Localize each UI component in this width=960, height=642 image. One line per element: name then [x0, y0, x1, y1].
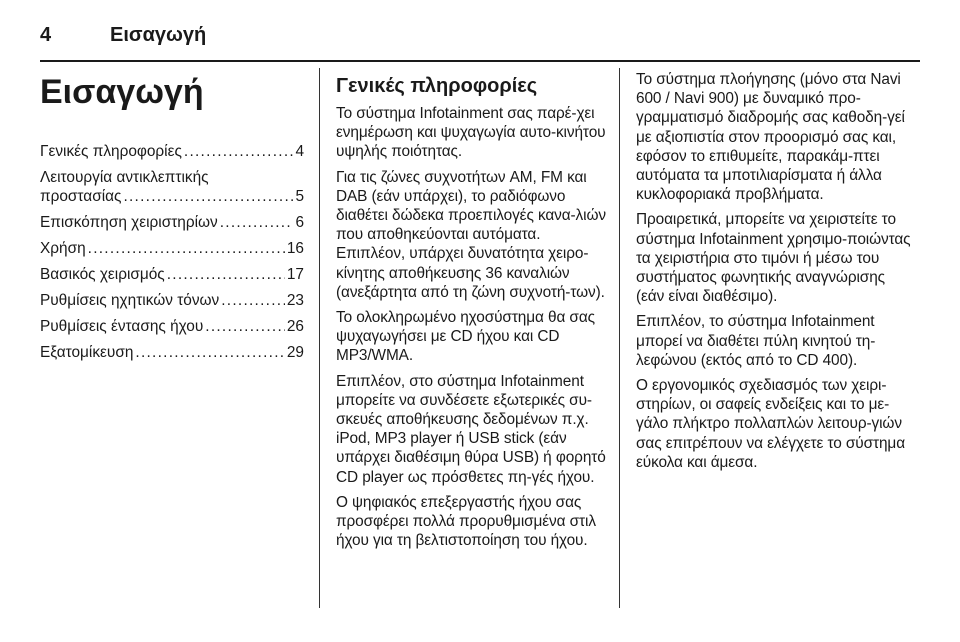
toc-entry-volume-settings[interactable]	[40, 317, 304, 336]
body-paragraph: Το σύστημα Infotainment σας παρέ-χει ενημέρωση και ψυχαγωγία αυτο-κινήτου υψηλής ποιότητας.	[336, 105, 606, 161]
toc-entry-tone-settings[interactable]	[40, 291, 304, 310]
page-number: 4	[40, 23, 52, 46]
toc-entry-text: Επισκόπηση χειριστηρίων	[40, 214, 218, 231]
toc-entry-page: 23	[286, 292, 304, 309]
column-divider-1	[319, 68, 320, 608]
toc-entry-text: Εξατομίκευση	[40, 344, 134, 361]
section-title: Γενικές πληροφορίες	[336, 75, 538, 97]
toc-column	[40, 70, 304, 369]
body-paragraph: Για τις ζώνες συχνοτήτων AM, FM και DAB (εάν υπάρχει), το ραδιόφωνο διαθέτει δώδεκα προεπιλογές κανα-λιών που αποθηκεύονται αυτόματα. Επιπλέον, υπάρχει δυνατότητα χειρο-κίνητης αποθήκευσης 36 καναλιών (ανεξάρτητα από τη ζώνη συχνοτή-των).	[336, 168, 606, 301]
toc-entry-usage[interactable]	[40, 239, 304, 258]
column-divider-2	[619, 68, 620, 608]
toc-entry-text-line1: Λειτουργία αντικλεπτικής	[40, 169, 209, 186]
toc-entry-general-info[interactable]	[40, 142, 304, 161]
toc-entry-page: 6	[295, 214, 304, 231]
body-paragraph: Το ολοκληρωμένο ηχοσύστημα θα σας ψυχαγωγήσει με CD ήχου και CD MP3/WMA.	[336, 309, 595, 365]
content-column-2	[636, 70, 916, 478]
toc-entry-text: Γενικές πληροφορίες	[40, 143, 182, 160]
body-paragraph: Ο ψηφιακός επεξεργαστής ήχου σας προσφέρει πολλά προρυθμισμένα στιλ ήχου για τη βελτιστοποίηση του ήχου.	[336, 493, 596, 550]
toc-leader-dots	[220, 213, 294, 232]
chapter-title: Εισαγωγή	[40, 73, 204, 111]
toc-entry-page: 17	[286, 266, 304, 283]
toc-entry-text: Βασικός χειρισμός	[40, 266, 165, 283]
toc-entry-page: 5	[295, 188, 304, 205]
body-paragraph: Ο εργονομικός σχεδιασμός των χειρι-στηρίων, οι σαφείς ενδείξεις και το με-γάλο πλήκτρο πολλαπλών λειτουρ-γιών σας επιτρέπουν να ελέγχετε το σύστημα εύκολα και άμεσα.	[636, 377, 905, 471]
toc-entry-text: Χρήση	[40, 240, 86, 257]
toc-entry-page: 16	[286, 240, 304, 257]
toc-entry-text: προστασίας	[40, 188, 122, 205]
page-header	[40, 16, 920, 54]
toc-entry-text: Ρυθμίσεις ηχητικών τόνων	[40, 292, 220, 309]
toc-leader-dots	[88, 239, 285, 258]
body-paragraph: Προαιρετικά, μπορείτε να χειριστείτε το σύστημα Infotainment χρησιμο-ποιώντας τα χειριστήρια στο τιμόνι ή μέσω του συστήματος φωνητικής αναγνώρισης (εάν είναι διαθέσιμο).	[636, 211, 911, 306]
toc-entry-text: Ρυθμίσεις έντασης ήχου	[40, 318, 204, 335]
toc-entry-page: 4	[295, 143, 304, 160]
header-rule	[40, 60, 920, 62]
body-paragraph: Επιπλέον, το σύστημα Infotainment μπορεί να διαθέτει πύλη κινητού τη-λεφώνου (εκτός από το CD 400).	[636, 313, 876, 369]
toc-leader-dots	[221, 291, 285, 310]
toc-leader-dots	[123, 187, 293, 206]
toc-entry-anti-theft[interactable]	[40, 168, 304, 206]
body-paragraph: Επιπλέον, στο σύστημα Infotainment μπορείτε να συνδέσετε εξωτερικές συ-σκευές αποθήκευσης δεδομένων π.χ. iPod, MP3 player ή USB stick (εάν υπάρχει διαθέσιμη θύρα USB) ή φορητό CD player ως πρόσθετες πη-γές ήχου.	[336, 372, 606, 486]
toc-entry-page: 29	[286, 344, 304, 361]
toc-entry-basic-operation[interactable]	[40, 265, 304, 284]
body-paragraph: Το σύστημα πλοήγησης (μόνο στα Navi 600 / Navi 900) με δυναμικό προ-γραμματισμό διαδρομής σας καθοδη-γεί με αξιοπιστία στον προορισμό σας και, εφόσον το επιθυμείτε, παρακάμ-πτει αυτόματα τα μποτιλιαρίσματα ή άλλα κυκλοφοριακά προβλήματα.	[636, 71, 905, 204]
toc-entry-page: 26	[286, 318, 304, 335]
toc-leader-dots	[205, 317, 285, 336]
toc-entry-controls-overview[interactable]	[40, 213, 304, 232]
toc-entry-personalization[interactable]	[40, 343, 304, 362]
toc-leader-dots	[135, 343, 284, 362]
content-column-1	[336, 70, 606, 556]
running-title: Εισαγωγή	[110, 23, 207, 46]
toc-leader-dots	[184, 142, 294, 161]
toc-leader-dots	[167, 265, 285, 284]
